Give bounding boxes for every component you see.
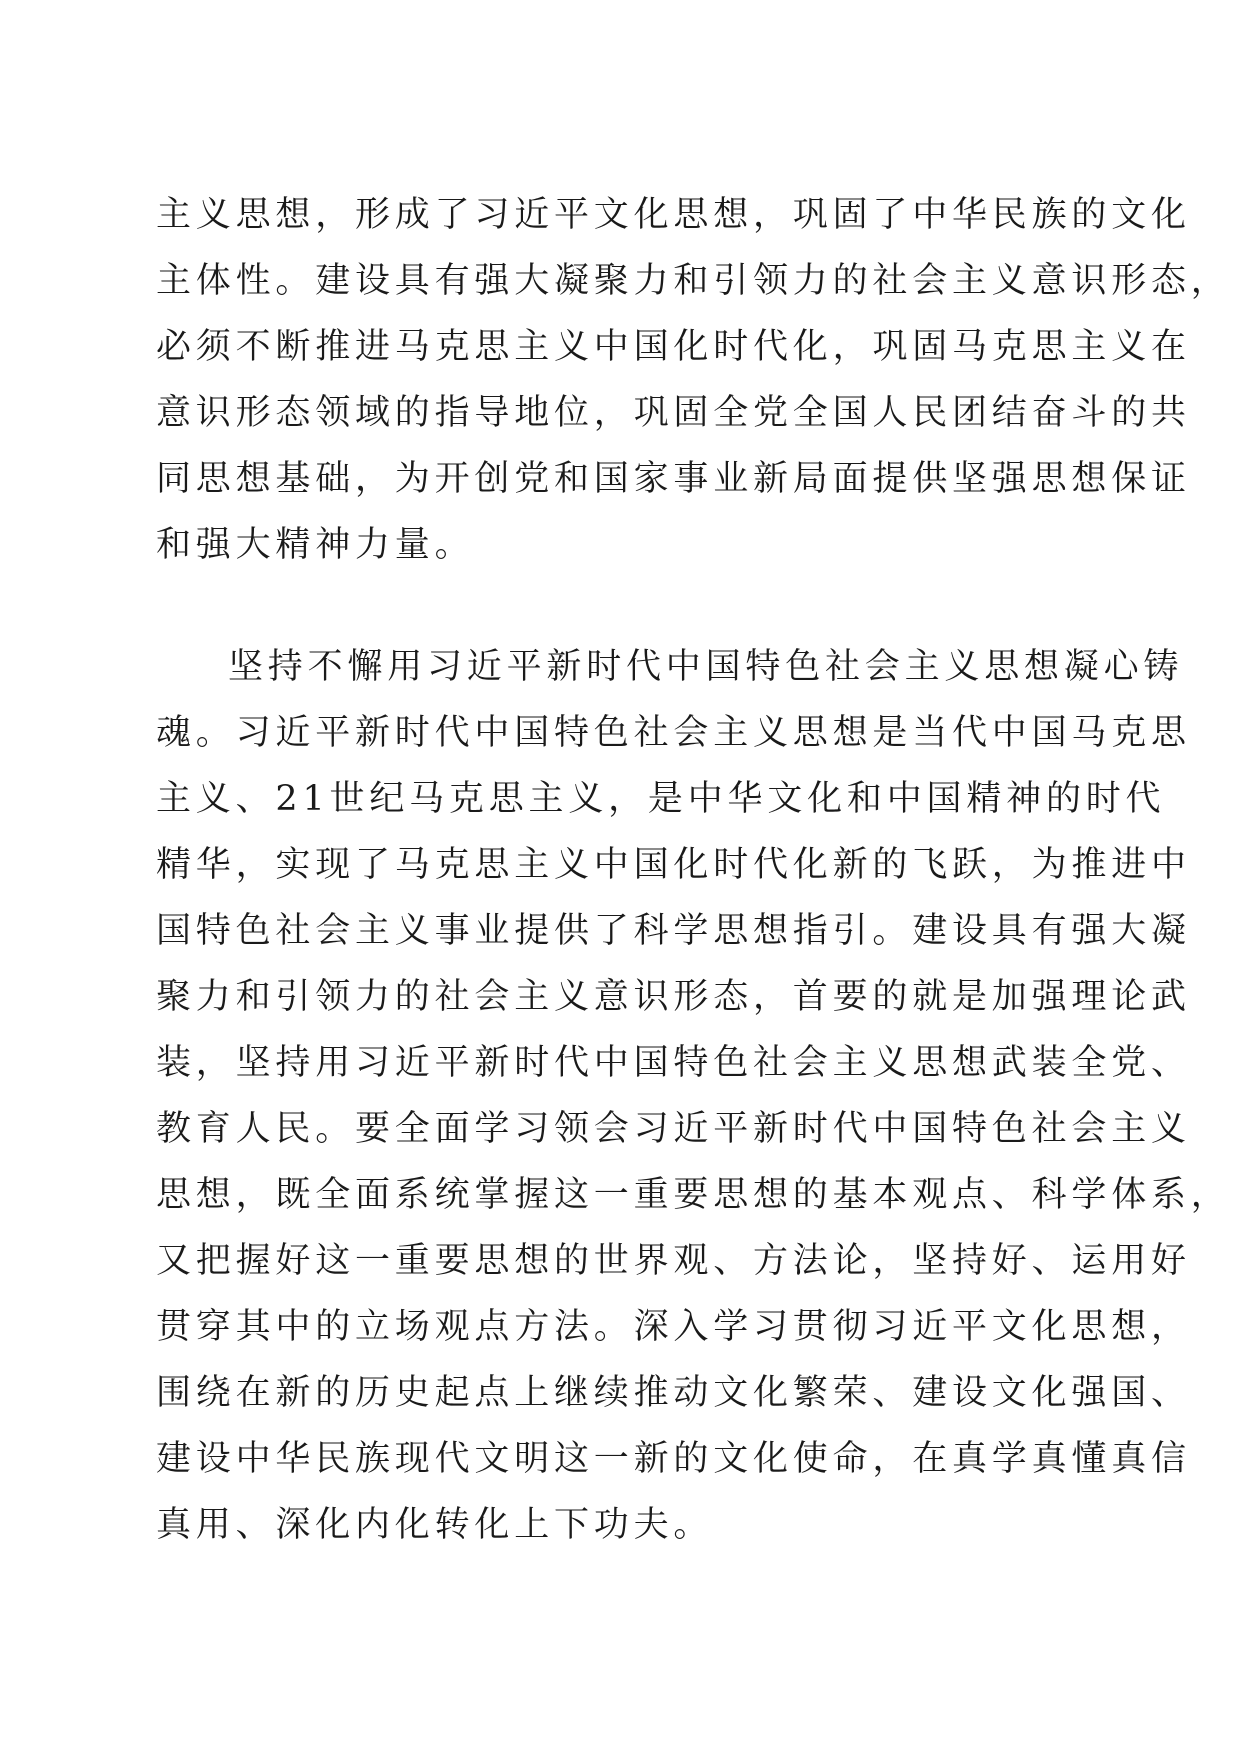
paragraph-2-line-8: 教育人民。要全面学习领会习近平新时代中国特色社会主义 [156, 1109, 1191, 1149]
paragraph-2-line-13: 建设中华民族现代文明这一新的文化使命，在真学真懂真信 [156, 1439, 1191, 1479]
paragraph-2-line-9: 思想，既全面系统掌握这一重要思想的基本观点、科学体系， [156, 1175, 1231, 1215]
paragraph-1-line-3: 必须不断推进马克思主义中国化时代化，巩固马克思主义在 [156, 327, 1191, 367]
paragraph-2-line-2: 魂。习近平新时代中国特色社会主义思想是当代中国马克思 [156, 713, 1191, 753]
paragraph-2-line-10: 又把握好这一重要思想的世界观、方法论，坚持好、运用好 [156, 1241, 1191, 1281]
paragraph-1-line-1: 主义思想，形成了习近平文化思想，巩固了中华民族的文化 [156, 195, 1191, 235]
paragraph-2-line-11: 贯穿其中的立场观点方法。深入学习贯彻习近平文化思想， [156, 1307, 1191, 1347]
paragraph-2-line-6: 聚力和引领力的社会主义意识形态，首要的就是加强理论武 [156, 977, 1191, 1017]
paragraph-1-line-4: 意识形态领域的指导地位，巩固全党全国人民团结奋斗的共 [156, 393, 1191, 433]
paragraph-1-line-2: 主体性。建设具有强大凝聚力和引领力的社会主义意识形态， [156, 261, 1231, 301]
paragraph-2-line-14: 真用、深化内化转化上下功夫。 [156, 1505, 714, 1545]
paragraph-2-line-1: 坚持不懈用习近平新时代中国特色社会主义思想凝心铸 [228, 647, 1184, 687]
paragraph-2-line-3: 主义、21世纪马克思主义，是中华文化和中国精神的时代 [156, 779, 1166, 819]
paragraph-2-line-12: 围绕在新的历史起点上继续推动文化繁荣、建设文化强国、 [156, 1373, 1191, 1413]
paragraph-2-line-5: 国特色社会主义事业提供了科学思想指引。建设具有强大凝 [156, 911, 1191, 951]
paragraph-2-line-4: 精华，实现了马克思主义中国化时代化新的飞跃，为推进中 [156, 845, 1191, 885]
paragraph-1-line-5: 同思想基础，为开创党和国家事业新局面提供坚强思想保证 [156, 459, 1191, 499]
paragraph-2-line-7: 装，坚持用习近平新时代中国特色社会主义思想武装全党、 [156, 1043, 1191, 1083]
paragraph-1-line-6: 和强大精神力量。 [156, 525, 475, 565]
